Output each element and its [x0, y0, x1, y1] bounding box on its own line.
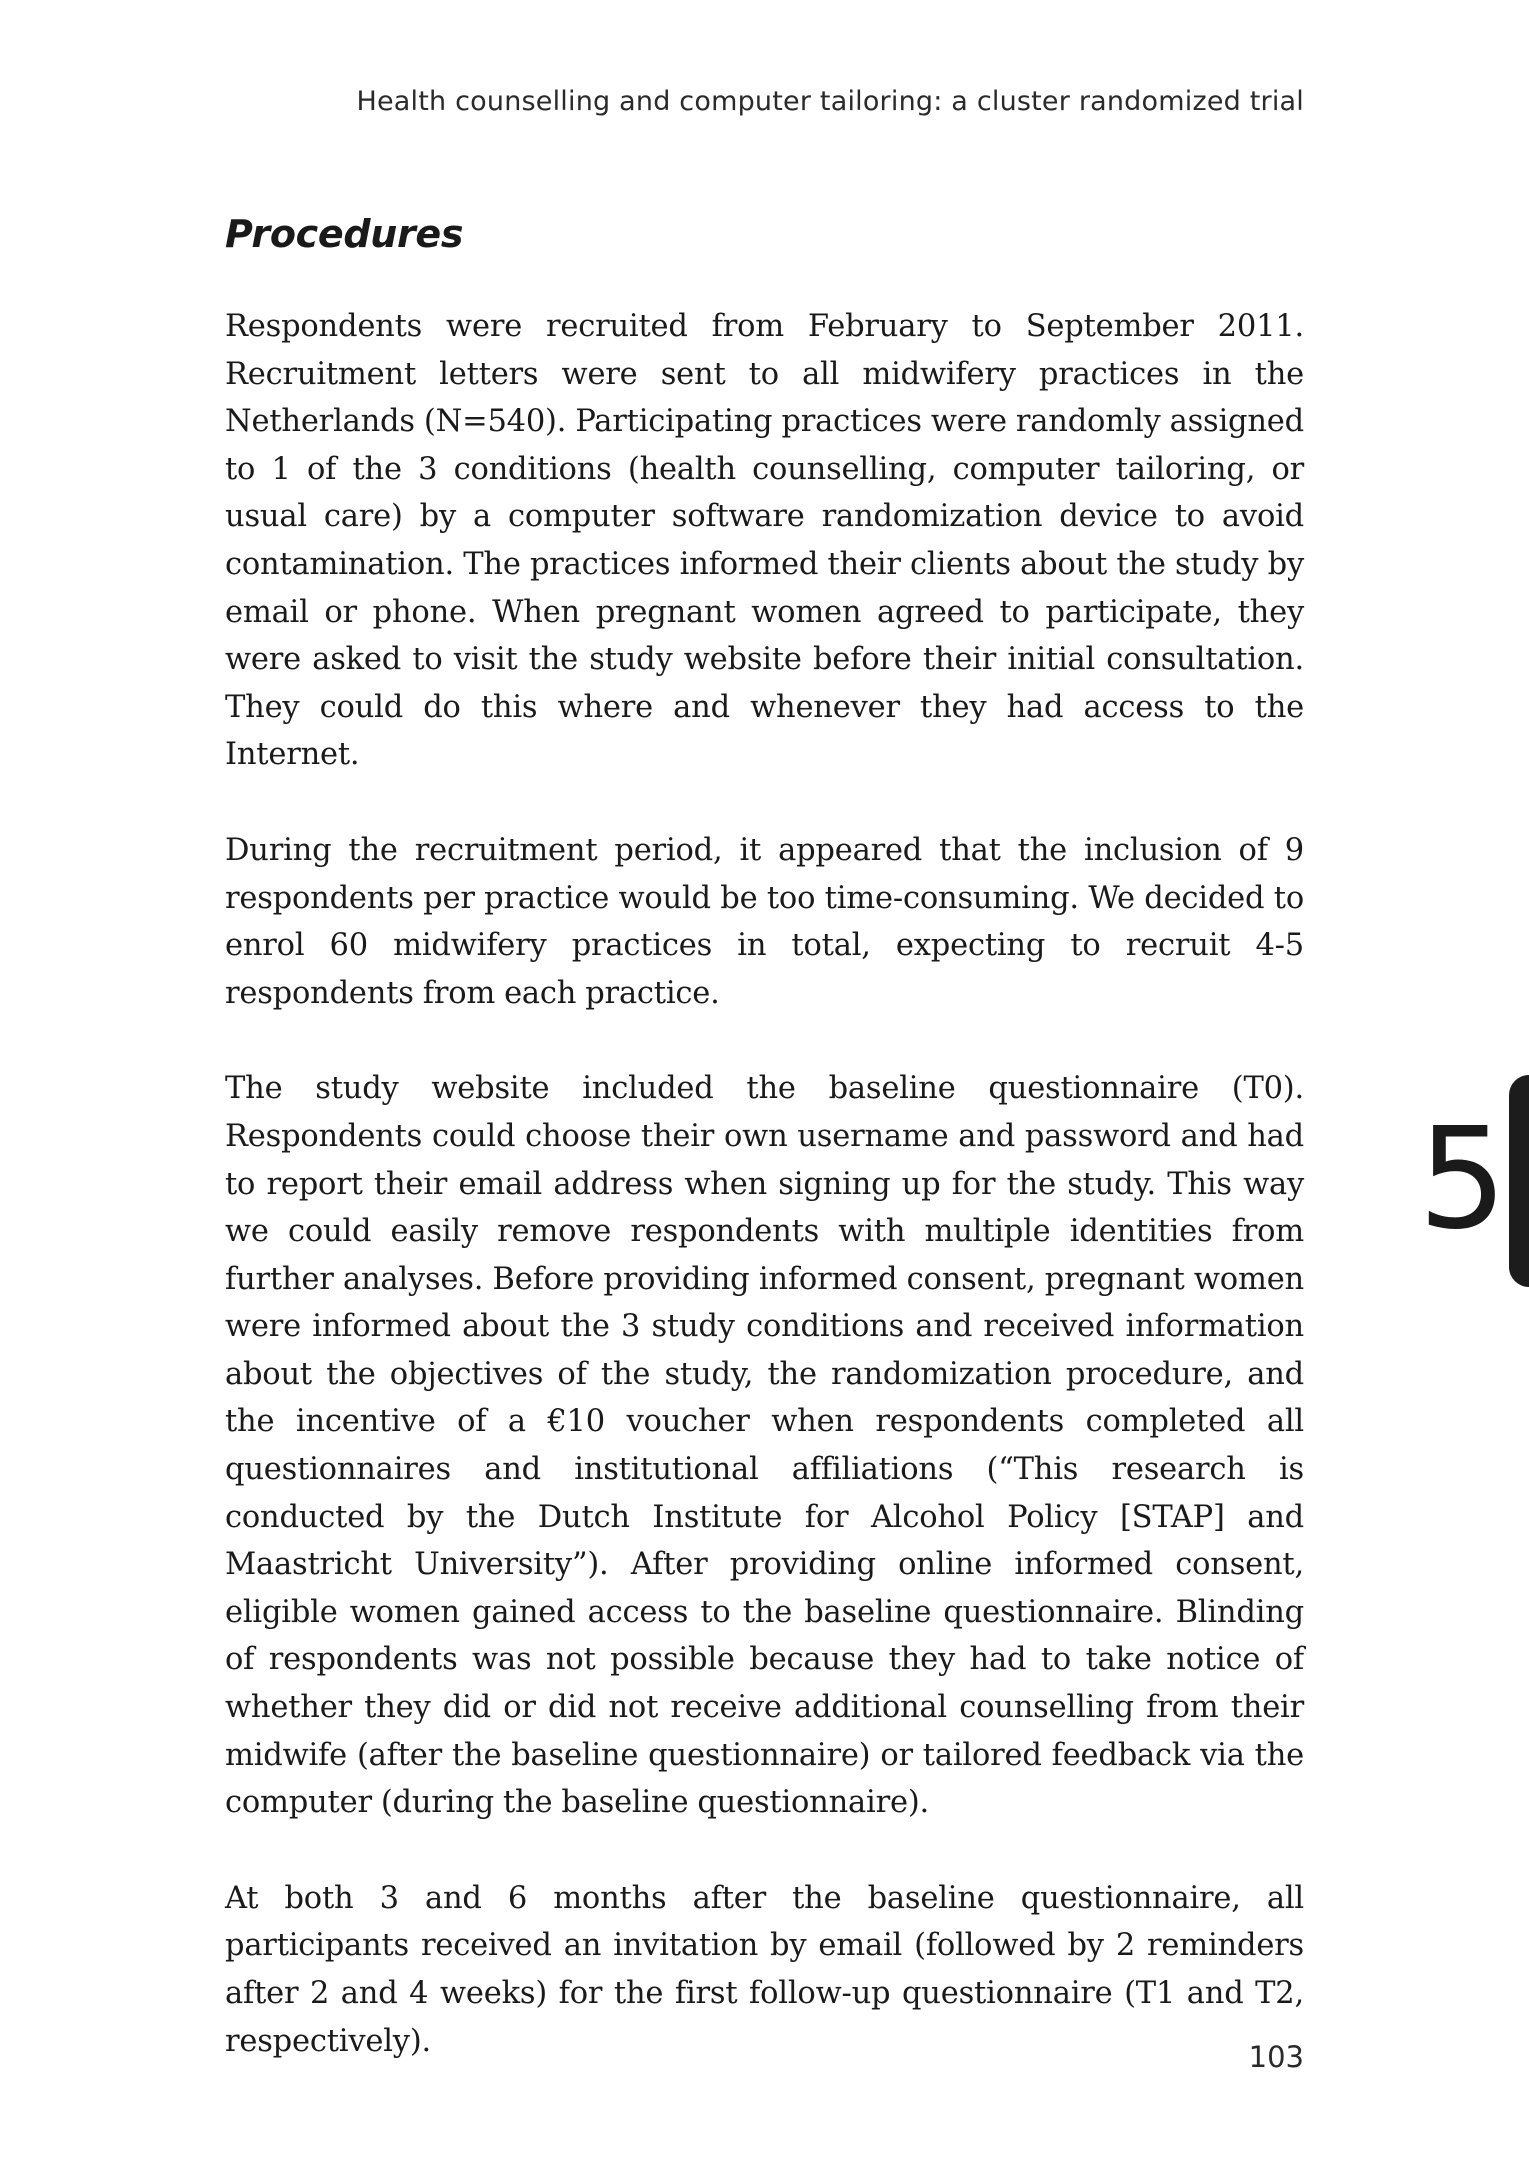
paragraph-follow-up: At both 3 and 6 months after the baseline questionnaire, all participants received an invitation by email (followed by 2 reminders after 2 and 4 weeks) for the first follow-up questionnaire (T1 and T2, respectively).	[225, 1880, 1304, 2059]
section-title: Procedures	[225, 212, 464, 256]
running-header: Health counselling and computer tailoring: a cluster randomized trial	[356, 86, 1304, 117]
paragraph-study-website: The study website included the baseline questionnaire (T0). Respondents could choose their own username and password and had to report their email address when signing up for the study. This way we could easily remove respondents with multiple identities from further analyses. Before providing informed consent, pregnant women were informed about the 3 study conditions and received information about the objectives of the study, the randomization procedure, and the incentive of a €10 voucher when respondents completed all questionnaires and institutional affiliations (“This research is conducted by the Dutch Institute for Alcohol Policy [STAP] and Maastricht University”). After providing online informed consent, eligible women gained access to the baseline questionnaire. Blinding of respondents was not possible because they had to take notice of whether they did or did not receive additional counselling from their midwife (after the baseline questionnaire) or tailored feedback via the computer (during the baseline questionnaire).	[225, 1071, 1304, 1821]
paragraph-recruitment: Respondents were recruited from February to September 2011. Recruitment letters were sent to all midwifery practices in the Netherlands (N=540). Participating practices were randomly assigned to 1 of the 3 conditions (health counselling, computer tailoring, or usual care) by a computer software randomization device to avoid contamination. The practices informed their clients about the study by email or phone. When pregnant women agreed to participate, they were asked to visit the study website before their initial consultation. They could do this where and whenever they had access to the Internet.	[225, 309, 1304, 773]
chapter-tab-marker	[1509, 1075, 1529, 1287]
paragraph-recruitment-period: During the recruitment period, it appeared that the inclusion of 9 respondents per practice would be too time-consuming. We decided to enrol 60 midwifery practices in total, expecting to recruit 4-5 respondents from each practice.	[225, 832, 1304, 1011]
chapter-number: 5	[1418, 1098, 1508, 1261]
page-number: 103	[1248, 2040, 1304, 2074]
main-content	[225, 212, 1304, 2113]
